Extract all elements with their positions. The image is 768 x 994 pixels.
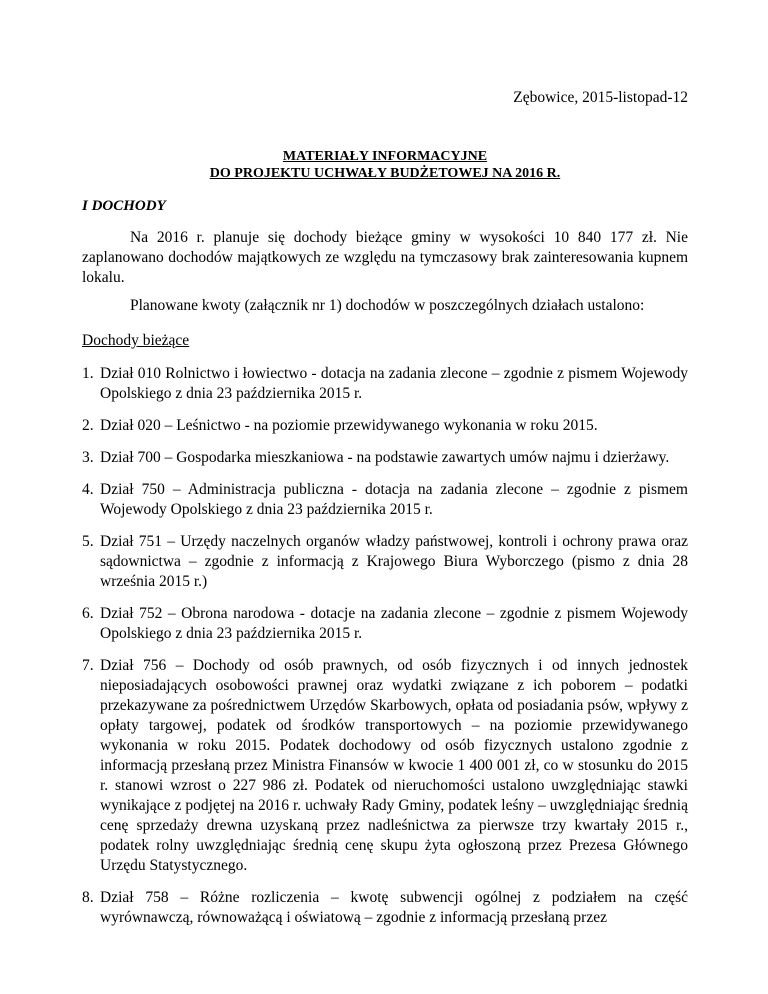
- current-income-subheading: Dochody bieżące: [82, 332, 190, 349]
- list-item-number: 6.: [82, 605, 94, 622]
- list-item-text: Dział 750 – Administracja publiczna - dotacja na zadania zlecone – zgodnie z pismem Wojewody Opolskiego z dnia 23 października 2015 r.: [100, 481, 688, 518]
- list-item-text: Dział 752 – Obrona narodowa - dotacje na zadania zlecone – zgodnie z pismem Wojewody Opolskiego z dnia 23 października 2015 r.: [100, 605, 688, 642]
- list-item: [82, 656, 688, 876]
- document-title: [82, 148, 688, 182]
- list-item: [82, 416, 688, 436]
- list-item-number: 4.: [82, 481, 94, 498]
- list-item-number: 8.: [82, 889, 94, 906]
- section-heading: I DOCHODY: [82, 198, 166, 214]
- list-item-text: Dział 700 – Gospodarka mieszkaniowa - na podstawie zawartych umów najmu i dzierżawy.: [100, 449, 670, 466]
- intro-paragraph: Na 2016 r. planuje się dochody bieżące gminy w wysokości 10 840 177 zł. Nie zaplanowano dochodów majątkowych ze względu na tymczasowy brak zainteresowania kupnem lokalu.: [82, 229, 688, 286]
- list-item-number: 3.: [82, 449, 94, 466]
- list-item-number: 7.: [82, 657, 94, 674]
- list-item: [82, 532, 688, 592]
- income-list: [82, 364, 688, 940]
- list-item-text: Dział 010 Rolnictwo i łowiectwo - dotacja na zadania zlecone – zgodnie z pismem Wojewody Opolskiego z dnia 23 października 2015 r.: [100, 365, 688, 402]
- list-item: [82, 364, 688, 404]
- planned-amounts-paragraph: Planowane kwoty (załącznik nr 1) dochodów w poszczególnych działach ustalono:: [130, 297, 645, 314]
- list-item-number: 1.: [82, 365, 94, 382]
- list-item-text: Dział 758 – Różne rozliczenia – kwotę subwencji ogólnej z podziałem na część wyrównawczą, równoważącą i oświatową – zgodnie z informacją przesłaną przez: [100, 889, 688, 926]
- list-item-text: Dział 751 – Urzędy naczelnych organów władzy państwowej, kontroli i ochrony prawa oraz sądownictwa – zgodnie z informacją z Krajowego Biura Wyborczego (pismo z dnia 28 września 2015 r.): [100, 533, 688, 590]
- list-item: [82, 480, 688, 520]
- list-item-number: 2.: [82, 417, 94, 434]
- date-line: Zębowice, 2015-listopad-12: [513, 89, 688, 106]
- list-item-text: Dział 020 – Leśnictwo - na poziomie przewidywanego wykonania w roku 2015.: [100, 417, 598, 434]
- title-line-1: MATERIAŁY INFORMACYJNE: [282, 149, 488, 164]
- list-item: [82, 888, 688, 928]
- list-item-text: Dział 756 – Dochody od osób prawnych, od osób fizycznych i od innych jednostek nieposiadających osobowości prawnej oraz wydatki związane z ich poborem – podatki przekazywane za pośrednictwem Urzędów Skarbowych, opłata od posiadania psów, wpływy z opłaty targowej, podatek od środków transportowych – na poziomie przewidywanego wykonania w roku 2015. Podatek dochodowy od osób fizycznych ustalono zgodnie z informacją przesłaną przez Ministra Finansów w kwocie 1 400 001 zł, co w stosunku do 2015 r. stanowi wzrost o 227 986 zł. Podatek od nieruchomości ustalono uwzględniając stawki wynikające z podjętej na 2016 r. uchwały Rady Gminy, podatek leśny – uwzględniając średnią cenę sprzedaży drewna uzyskaną przez nadleśnictwa za pierwsze trzy kwartały 2015 r., podatek rolny uwzględniając średnią cenę skupu żyta ogłoszoną przez Prezesa Głównego Urzędu Statystycznego.: [100, 657, 688, 874]
- title-line-2: DO PROJEKTU UCHWAŁY BUDŻETOWEJ NA 2016 R.: [209, 166, 561, 181]
- list-item: [82, 448, 688, 468]
- list-item: [82, 604, 688, 644]
- list-item-number: 5.: [82, 533, 94, 550]
